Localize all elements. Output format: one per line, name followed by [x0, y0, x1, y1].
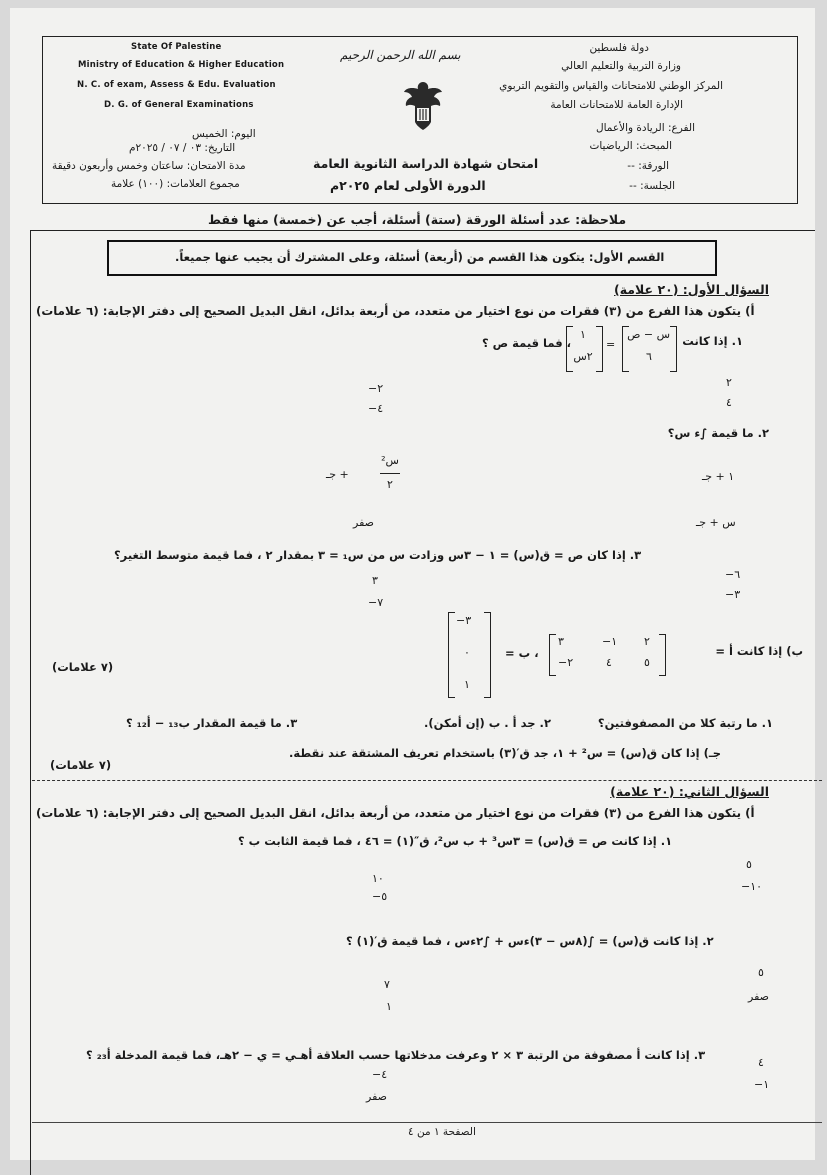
q1-b-sub-2: ٢. جد أ . ب (إن أمكن).	[424, 716, 551, 730]
q1-title: السؤال الأول: (٢٠ علامة)	[614, 282, 769, 297]
q1-b-A-left-bracket	[549, 634, 556, 676]
q2-a-intro: أ) يتكون هذا الفرع من (٣) فقرات من نوع اختيار من متعدد، من أربعة بدائل، انقل البديل الصحيح إلى دفتر الإجابة: (٦ علامات)	[36, 806, 755, 820]
q2-i1-option-1: ٥	[746, 858, 752, 871]
q1-c-marks: (٧ علامات)	[50, 758, 112, 772]
q1-i1-option-1: ٢	[726, 376, 732, 389]
q1-i1-text: ١. إذا كانت	[682, 334, 743, 348]
q1-i3-option-1: −٦	[725, 568, 741, 581]
header-en-line-1: State Of Palestine	[131, 42, 222, 52]
q1-b-A-r1c1: ٢	[644, 635, 650, 648]
q1-b-B-r3: ١	[464, 678, 470, 691]
q1-i2-frac-line	[380, 473, 400, 474]
q1-q2-separator	[32, 780, 822, 781]
exam-page	[10, 8, 815, 1160]
q1-i2-frac-den: ٢	[387, 478, 393, 491]
q1-i3-text: ٣. إذا كان ص = ق(س) = ١ − ٣س وزادت س من س₁ = ٣ بمقدار ٢ ، فما قيمة متوسط التغير؟	[114, 548, 642, 562]
q1-b-B-r1: −٣	[456, 614, 472, 627]
q1-i1-m1-bottom: ٦	[646, 350, 652, 363]
exam-round: الدورة الأولى لعام ٢٠٢٥م	[330, 178, 486, 193]
q1-i1-option-4: −٤	[368, 402, 384, 415]
q1-i3-option-4: −٧	[368, 596, 384, 609]
q2-i1-option-4: −٥	[372, 890, 388, 903]
q2-i3-option-2: −١	[754, 1078, 770, 1091]
q1-i3-option-2: −٣	[725, 588, 741, 601]
exam-title: امتحان شهادة الدراسة الثانوية العامة	[313, 156, 539, 171]
questions-frame	[30, 230, 815, 1175]
q2-i2-option-2: صفر	[748, 990, 769, 1003]
q2-title: السؤال الثاني: (٢٠ علامة)	[610, 784, 769, 799]
q1-i2-frac-tail: + جـ	[326, 468, 349, 481]
q1-b-A-r2c1: ٥	[644, 656, 650, 669]
q1-i1-m2-top: ١	[580, 328, 586, 341]
q2-i3-option-3: −٤	[372, 1068, 388, 1081]
q2-i3-text: ٣. إذا كانت أ مصفوفة من الرتبة ٣ × ٢ وعرفت مدخلاتها حسب العلاقة أهـي = ي − ٢هـ، فما قيمة المدخلة أ₂₃ ؟	[86, 1048, 706, 1062]
q2-i3-option-4: صفر	[366, 1090, 387, 1103]
q2-i2-option-3: ٧	[384, 978, 390, 991]
header-ar-line-2: وزارة التربية والتعليم العالي	[561, 60, 681, 72]
q1-b-B-r2: ٠	[464, 646, 470, 659]
q1-b-marks: (٧ علامات)	[52, 660, 114, 674]
q1-i1-option-3: −٢	[368, 382, 384, 395]
q1-a-intro: أ) يتكون هذا الفرع من (٣) فقرات من نوع اختيار من متعدد، من أربعة بدائل، انقل البديل الصحيح إلى دفتر الإجابة: (٦ علامات)	[36, 304, 755, 318]
session-label: الجلسة: --	[629, 180, 675, 192]
q1-b-A-r1c3: ٣	[558, 635, 564, 648]
q1-i2-option-1: ١ + جـ	[702, 470, 735, 483]
q1-b-text: ب) إذا كانت أ =	[715, 644, 803, 658]
q1-b-label: ، ب =	[505, 646, 539, 660]
q1-i1-text-end: ، فما قيمة ص ؟	[482, 336, 571, 350]
q1-b-A-right-bracket	[659, 634, 666, 676]
q2-i2-option-4: ١	[386, 1000, 392, 1013]
eagle-emblem-icon	[402, 78, 444, 132]
header-en-line-4: D. G. of General Examinations	[104, 100, 254, 110]
q2-i1-option-2: −١٠	[741, 880, 763, 893]
part1-text: القسم الأول: يتكون هذا القسم من (أربعة) أسئلة، وعلى المشترك أن يجيب عنها جميعاً.	[175, 250, 665, 264]
q1-b-B-left-bracket	[448, 612, 455, 698]
q1-b-A-r2c2: ٤	[606, 656, 612, 669]
paper-label: الورقة: --	[627, 160, 669, 172]
q2-i1-text: ١. إذا كانت ص = ق(س) = ٣س³ + ب س²، ق″(١) = ٤٦ ، فما قيمة الثابت ب ؟	[238, 834, 673, 848]
header-ar-line-1: دولة فلسطين	[589, 42, 649, 54]
q1-b-sub-3: ٣. ما قيمة المقدار ب₁₃ − أ₁₂ ؟	[126, 716, 298, 730]
q1-i2-text: ٢. ما قيمة ∫ء س؟	[667, 426, 769, 440]
header-ar-line-4: الإدارة العامة للامتحانات العامة	[550, 99, 683, 111]
exam-date: التاريخ: ٠٣ / ٠٧ / ٢٠٢٥م	[129, 142, 236, 154]
q2-i2-text: ٢. إذا كانت ق(س) = ∫(٨س − ٣)ءس + ∫٢ءس ، فما قيمة ق′(١) ؟	[346, 934, 714, 948]
q1-i1-m1-right-bracket	[670, 326, 677, 372]
q1-b-A-r1c2: −١	[602, 635, 618, 648]
q1-b-A-r2c3: −٢	[558, 656, 574, 669]
q1-c-text: جـ) إذا كان ق(س) = س² + ١، جد ق′(٣) باستخدام تعريف المشتقة عند نقطة.	[289, 746, 722, 760]
header-ar-line-3: المركز الوطني للامتحانات والقياس والتقويم التربوي	[499, 80, 723, 92]
q2-i3-option-1: ٤	[758, 1056, 764, 1069]
footer-rule	[32, 1122, 822, 1123]
q1-i2-option-2: س + جـ	[696, 516, 736, 529]
q1-i1-m2-bottom: ٢س	[573, 350, 593, 363]
q1-i1-equals: =	[606, 338, 616, 351]
q1-i1-m2-right-bracket	[596, 326, 603, 372]
q1-i2-frac-num: س²	[381, 454, 399, 467]
basmala: بسم الله الرحمن الرحيم	[340, 48, 461, 62]
subject-label: المبحث: الرياضيات	[589, 140, 672, 152]
q1-i1-option-2: ٤	[726, 396, 732, 409]
branch-label: الفرع: الريادة والأعمال	[595, 122, 695, 134]
q1-i3-option-3: ٣	[372, 574, 378, 587]
header-en-line-2: Ministry of Education & Higher Education	[78, 60, 285, 70]
exam-duration: مدة الامتحان: ساعتان وخمس وأربعون دقيقة	[52, 160, 246, 172]
q1-i1-m1-top: س − ص	[627, 328, 670, 341]
total-marks: مجموع العلامات: (١٠٠) علامة	[111, 178, 240, 190]
exam-day: اليوم: الخميس	[192, 128, 256, 140]
header-en-line-3: N. C. of exam, Assess & Edu. Evaluation	[77, 80, 276, 90]
exam-note: ملاحظة: عدد أسئلة الورقة (ستة) أسئلة، أجب عن (خمسة) منها فقط	[208, 212, 627, 227]
q1-i2-option-4: صفر	[353, 516, 374, 529]
q1-b-B-right-bracket	[484, 612, 491, 698]
q1-b-sub-1: ١. ما رتبة كلا من المصفوفتين؟	[597, 716, 773, 730]
q2-i1-option-3: ١٠	[372, 872, 384, 885]
q2-i2-option-1: ٥	[758, 966, 764, 979]
page-number: الصفحة ١ من ٤	[408, 1126, 476, 1138]
